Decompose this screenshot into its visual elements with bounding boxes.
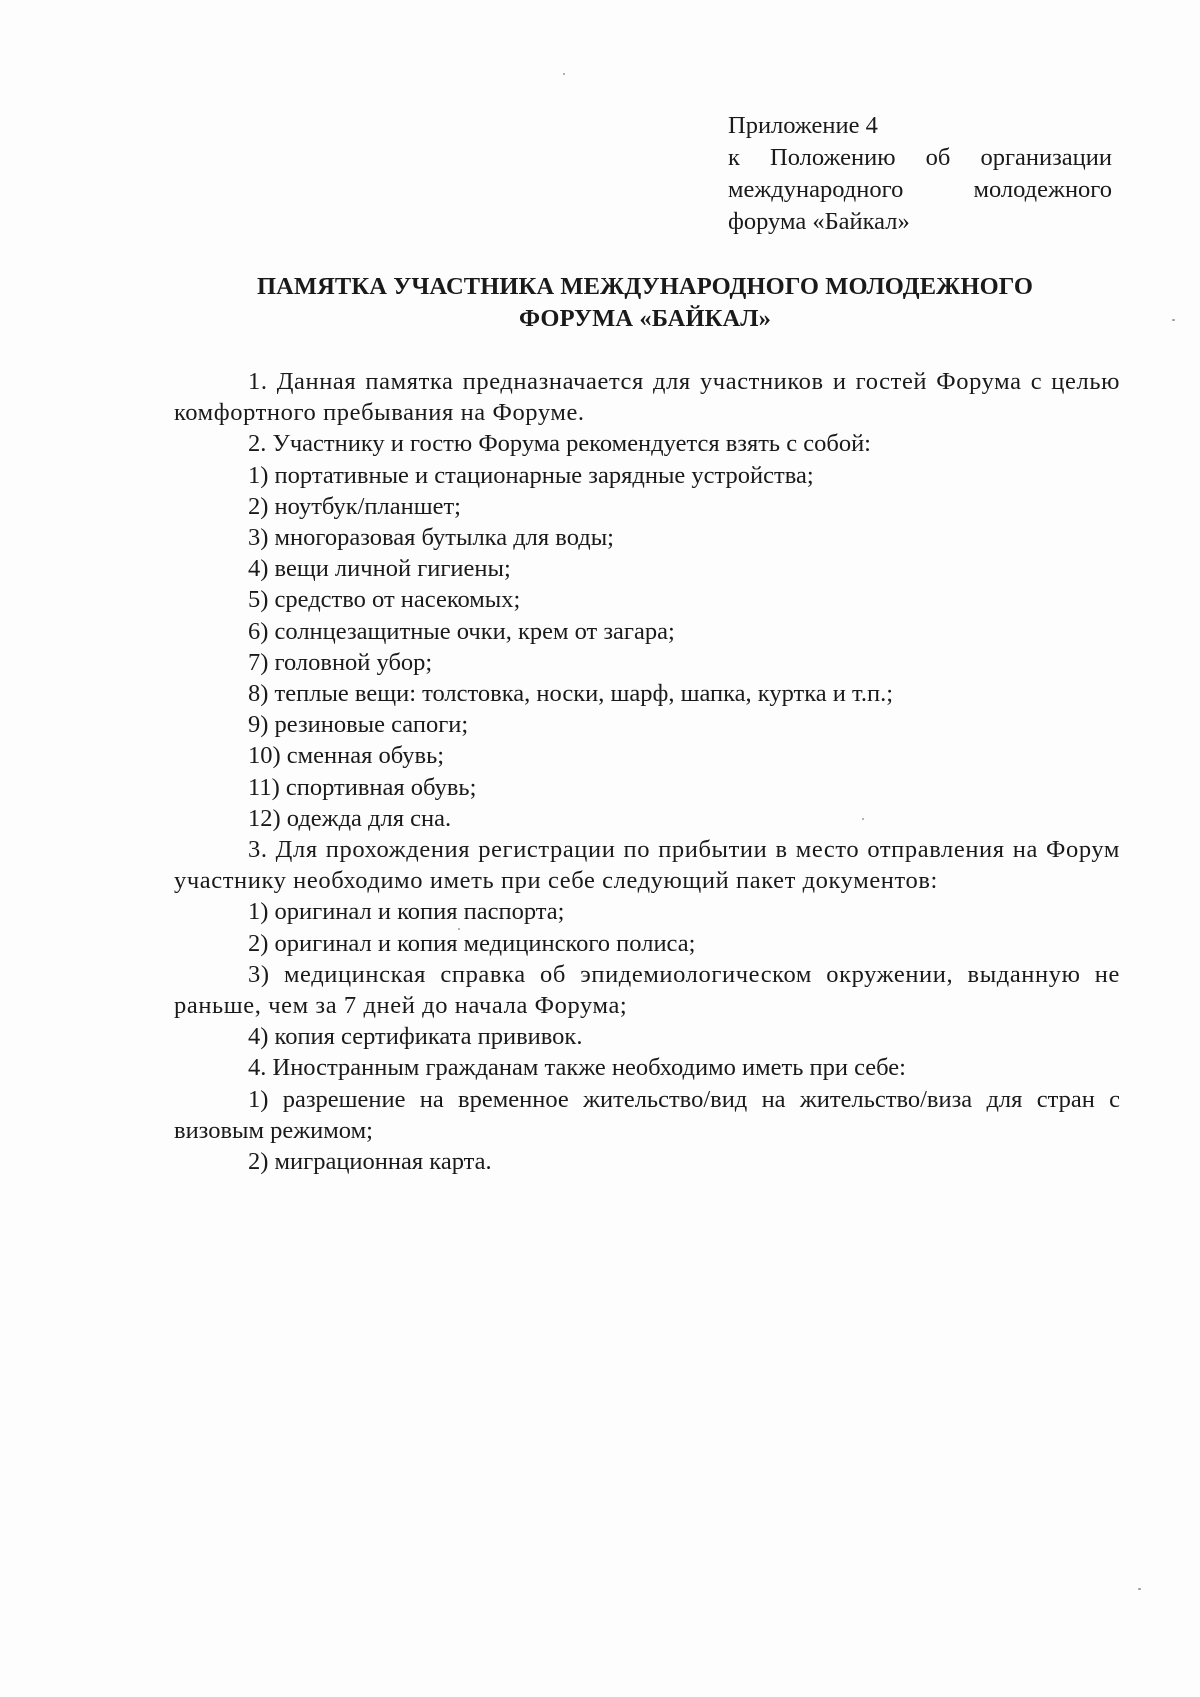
title-line: ПАМЯТКА УЧАСТНИКА МЕЖДУНАРОДНОГО МОЛОДЕЖНОГО <box>256 273 1034 300</box>
paragraph: 3. Для прохождения регистрации по прибытии в место отправления на Форум участнику необходимо иметь при себе следующий пакет документов: <box>174 836 1120 895</box>
document-title <box>170 271 1120 335</box>
paragraph: 4. Иностранным гражданам также необходимо иметь при себе: <box>248 1054 906 1082</box>
list-item: 2) миграционная карта. <box>248 1148 492 1176</box>
list-item: 8) теплые вещи: толстовка, носки, шарф, шапка, куртка и т.п.; <box>248 680 894 708</box>
title-line: ФОРУМА «БАЙКАЛ» <box>518 305 771 332</box>
list-item: 3) многоразовая бутылка для воды; <box>248 524 614 552</box>
list-item: 11) спортивная обувь; <box>248 773 477 801</box>
list-item: 2) оригинал и копия медицинского полиса; <box>248 929 696 957</box>
appendix-line: международного молодежного <box>728 176 1112 203</box>
scan-speck <box>563 73 565 75</box>
list-item: 1) оригинал и копия паспорта; <box>248 898 565 926</box>
appendix-line: к Положению об организации <box>728 144 1112 171</box>
list-item: 1) разрешение на временное жительство/вид на жительство/виза для стран с визовым режимом; <box>174 1085 1120 1144</box>
appendix-line: Приложение 4 <box>728 112 878 139</box>
scan-speck <box>1138 1588 1141 1590</box>
list-item: 3) медицинская справка об эпидемиологическом окружении, выданную не раньше, чем за 7 дней до начала Форума; <box>174 960 1120 1020</box>
list-item: 12) одежда для сна. <box>248 804 452 832</box>
paragraph: 1. Данная памятка предназначается для участников и гостей Форума с целью комфортного пребывания на Форуме. <box>174 368 1120 427</box>
list-item: 7) головной убор; <box>248 648 433 676</box>
list-item: 4) вещи личной гигиены; <box>248 555 511 583</box>
appendix-line: форума «Байкал» <box>728 208 910 235</box>
paragraph: 2. Участнику и гостю Форума рекомендуется взять с собой: <box>248 430 871 458</box>
list-item: 10) сменная обувь; <box>248 742 445 770</box>
list-item: 9) резиновые сапоги; <box>248 711 469 739</box>
scan-speck <box>458 928 460 930</box>
scan-speck <box>1172 319 1175 321</box>
list-item: 4) копия сертификата прививок. <box>248 1023 583 1051</box>
list-item: 1) портативные и стационарные зарядные устройства; <box>248 461 814 489</box>
scan-speck <box>862 818 864 820</box>
list-item: 5) средство от насекомых; <box>248 586 521 614</box>
document-body <box>174 366 1120 1177</box>
appendix-header <box>728 110 1112 238</box>
list-item: 2) ноутбук/планшет; <box>248 492 461 520</box>
list-item: 6) солнцезащитные очки, крем от загара; <box>248 617 675 645</box>
